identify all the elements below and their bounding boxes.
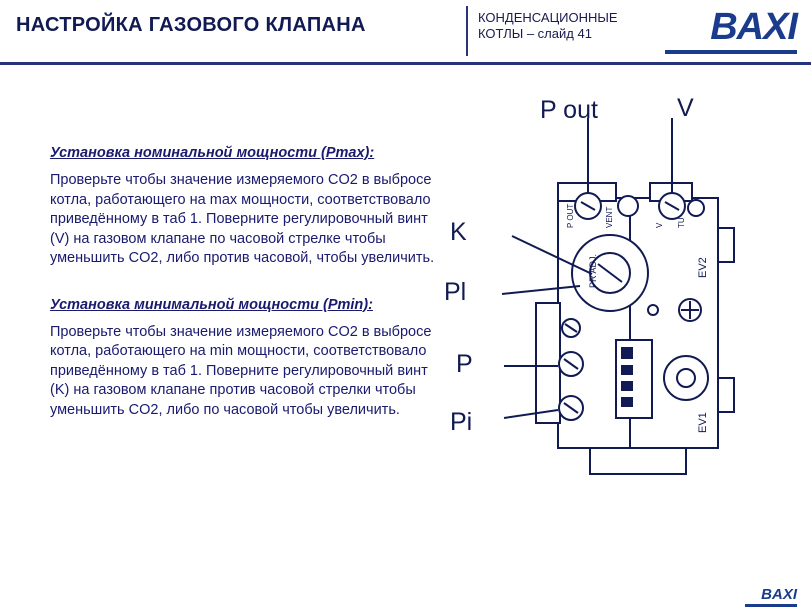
device-label-p-out: P OUT bbox=[566, 203, 575, 228]
callout-p: P bbox=[456, 350, 473, 378]
device-label-vent: VENT bbox=[605, 206, 614, 228]
gas-valve-diagram bbox=[440, 78, 800, 508]
footer-baxi-logo: BAXI bbox=[761, 586, 797, 603]
device-label-ev2: EV2 bbox=[697, 257, 709, 278]
section-pmin bbox=[50, 297, 450, 421]
slide-info-line2: КОТЛЫ – слайд 41 bbox=[478, 26, 592, 41]
callout-pl: Pl bbox=[444, 278, 467, 306]
device-label-tu: TU bbox=[677, 217, 686, 228]
baxi-logo-underline bbox=[665, 50, 797, 54]
callout-p-out: P out bbox=[540, 96, 598, 124]
slide-info bbox=[478, 10, 658, 42]
header-rule bbox=[0, 62, 811, 65]
section-pmax bbox=[50, 145, 450, 269]
gas-valve-drawing bbox=[440, 78, 800, 508]
footer-baxi-underline bbox=[745, 604, 797, 607]
instructions-column bbox=[50, 145, 450, 420]
header-divider bbox=[466, 6, 468, 56]
page-title: НАСТРОЙКА ГАЗОВОГО КЛАПАНА bbox=[16, 14, 366, 36]
page-header bbox=[0, 0, 811, 62]
section-pmin-body: Проверьте чтобы значение измеряемого CO2 в выбросе котла, работающего на min мощности, соответствовало приведённому в таб 1. Поверните регулировочный винт (K) на газовом клапане против часовой стрелки чтобы уменьшить CO2, либо по часовой чтобы увеличить. bbox=[50, 323, 432, 418]
callout-k: K bbox=[450, 218, 467, 246]
device-label-pr-adj: PR ADJ. bbox=[588, 253, 598, 288]
callout-v: V bbox=[677, 94, 694, 122]
section-pmax-body: Проверьте чтобы значение измеряемого CO2 в выбросе котла, работающего на max мощности, соответствовало приведённому в таб 1. Поверните регулировочный винт (V) на газовом клапане по часовой стрелке чтобы уменьшить CO2, либо против часовой, чтобы увеличить. bbox=[50, 172, 435, 266]
section-pmax-heading: Установка номинальной мощности (Pmax): bbox=[50, 145, 375, 161]
slide-info-line1: КОНДЕНСАЦИОННЫЕ bbox=[478, 10, 618, 25]
device-label-ev1: EV1 bbox=[697, 412, 709, 433]
callout-pi: Pi bbox=[450, 408, 473, 436]
section-pmin-heading: Установка минимальной мощности (Pmin): bbox=[50, 296, 373, 313]
baxi-logo: BAXI bbox=[710, 6, 797, 48]
device-label-v: V bbox=[655, 222, 664, 228]
